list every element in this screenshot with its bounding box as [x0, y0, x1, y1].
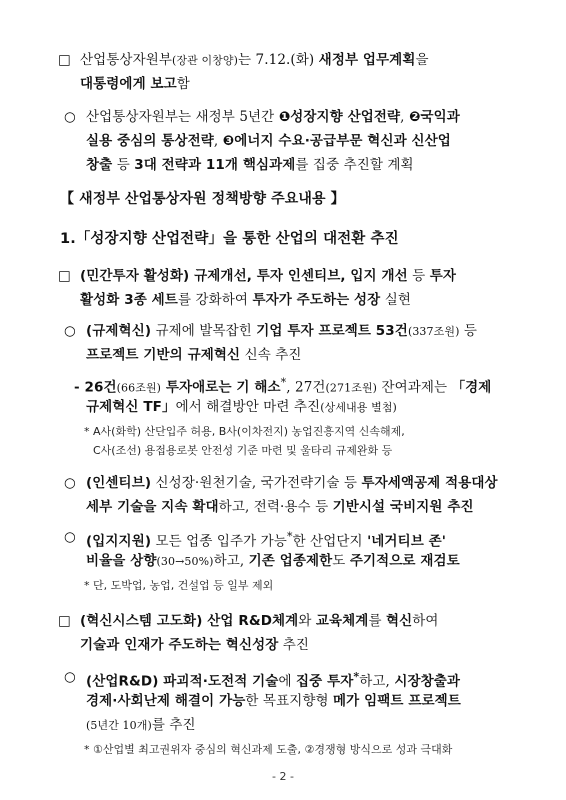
summary-comma: ,	[213, 133, 223, 149]
reg-text: 등	[459, 323, 478, 339]
rnd-mega: 메가 임팩트 프로젝트	[333, 693, 461, 709]
reg-projects: 기업 투자 프로젝트 53건	[256, 323, 408, 339]
circle-bullet: ○	[64, 669, 76, 685]
footnote-mark: *	[280, 376, 287, 389]
intro-ministry: 산업통상자원부	[80, 52, 172, 68]
rnd-text: 하고,	[359, 673, 395, 690]
reg-sub-text: 잔여과제는	[377, 379, 452, 396]
strategy-2b: 실용 중심의 통상전략	[86, 133, 214, 149]
inv-label: (민간투자 활성화)	[80, 268, 195, 284]
square-bullet: □	[58, 613, 71, 629]
reg-note-text-1: * A사(화학) 산단입주 허용, B사(이차전지) 농업진흥지역 신속해제,	[84, 425, 405, 438]
reg-sub-detail: (상세내용 별첨)	[320, 401, 397, 414]
incentive-infra: 기반시설 국비지원 추진	[332, 499, 474, 515]
summary-text: 등	[112, 157, 135, 173]
incentive-expand: 세부 기술을 지속 확대	[86, 499, 219, 515]
rnd-invest: 집중 투자	[296, 673, 354, 690]
innov-label: (혁신시스템 고도화) 산업 R&D체계	[80, 613, 299, 629]
site-negative-zone: '네거티브 존'	[367, 533, 447, 550]
circle-bullet: ○	[64, 323, 76, 339]
site-restriction: 기존 업종제한	[248, 553, 333, 569]
circle-bullet: ○	[64, 109, 76, 125]
reg-text: 규제에 발목잡힌	[151, 323, 257, 339]
reg-sub-remaining: , 27건	[286, 379, 326, 396]
reg-label: (규제혁신)	[86, 323, 152, 339]
reg-sub-count: - 26건	[74, 379, 117, 396]
summary-text: 산업통상자원부는 새정부 5년간	[86, 109, 279, 125]
incentive-text: 하고, 전력·용수 등	[218, 499, 333, 515]
strategy-3: ❸에너지 수요·공급부문 혁신과 신산업	[222, 133, 451, 149]
inv-text-b: 투자	[429, 268, 457, 284]
innov-growth: 기술과 인재가 주도하는 혁신성장	[80, 637, 279, 653]
reg-note-text-2: C사(조선) 용접용로봇 안전성 기준 마련 및 울타리 규제완화 등	[93, 444, 393, 457]
reg-text: 신속 추진	[240, 347, 302, 363]
innov-edu: 교육체계	[315, 613, 369, 629]
incentive-tax: 투자세액공제 적용대상	[361, 475, 498, 491]
strategy-3b: 창출	[86, 157, 113, 173]
rnd-note: * ①산업별 최고권위자 중심의 혁신과제 도출, ②경쟁형 방식으로 성과 극대화	[84, 743, 453, 756]
site-text: 한 산업단지	[292, 533, 368, 550]
reg-sub-amount-2: (271조원)	[325, 381, 378, 395]
reg-sub-amount: (66조원)	[116, 381, 162, 395]
innov-text: 하여	[412, 613, 439, 629]
strategy-1: ❶성장지향 산업전략	[278, 109, 401, 125]
reg-text-b: 프로젝트 기반의	[86, 347, 188, 363]
site-text: 도	[332, 553, 350, 569]
page-number: - 2 -	[272, 770, 294, 783]
reg-sub-text: 에서 해결방안 마련 추진	[175, 399, 321, 415]
page-number-row	[0, 770, 566, 783]
site-review: 주기적으로 재검토	[349, 553, 460, 569]
inv-text: 등	[407, 268, 430, 284]
reg-sub-tf-b: 규제혁신 TF」	[86, 399, 176, 415]
site-text: 하고,	[213, 553, 249, 569]
site-raise: 비율을 상향	[86, 553, 157, 569]
inv-set: 활성화 3종 세트	[80, 292, 178, 308]
incentive-label: (인센티브)	[86, 475, 152, 491]
inv-items: 규제개선, 투자 인센티브, 입지 개선	[194, 268, 408, 284]
rnd-market: 시장창출과	[394, 673, 461, 690]
reg-innovation: 규제혁신	[187, 347, 241, 363]
rnd-solve: 경제·사회난제 해결이 가능	[86, 693, 246, 709]
site-label: (입지지원)	[86, 533, 152, 550]
intro-plan: 새정부 업무계획	[318, 52, 416, 68]
reg-sub-resolved: 투자애로는 기 해소	[161, 379, 281, 396]
incentive-text: 신성장·원천기술, 국가전략기술 등	[151, 475, 362, 491]
inv-growth: 투자가 주도하는 성장	[252, 292, 381, 308]
square-bullet: □	[58, 52, 71, 68]
reg-sub-tf-a: 「경제	[451, 379, 492, 396]
footnote-mark: *	[353, 670, 360, 683]
section-title: 【 새정부 산업통상자원 정책방향 주요내용 】	[60, 191, 345, 207]
strategy-count: 3대 전략과 11개 핵심과제	[134, 157, 296, 173]
rnd-period: (5년간 10개)	[86, 719, 152, 732]
intro-report: 대통령에게 보고	[80, 76, 177, 92]
summary-text: 를 집중 추진할 계획	[295, 157, 414, 173]
circle-bullet: ○	[64, 529, 76, 545]
footnote-mark: *	[286, 530, 293, 543]
rnd-text: 에	[278, 673, 296, 690]
innov-text: 추진	[278, 637, 310, 653]
site-ratio: (30→50%)	[156, 555, 214, 568]
heading-1: 1.「성장지향 산업전략」을 통한 산업의 대전환 추진	[60, 231, 399, 247]
square-bullet: □	[58, 268, 71, 284]
inv-text: 실현	[380, 292, 412, 308]
summary-comma: ,	[400, 109, 409, 125]
reg-amount: (337조원)	[407, 325, 460, 338]
site-note: * 단, 도박업, 농업, 건설업 등 일부 제외	[84, 579, 274, 592]
site-text: 모든 업종 입주가 가능	[151, 533, 287, 550]
rnd-text: 한 목표지향형	[245, 693, 334, 709]
rnd-label: (산업R&D) 파괴적·도전적 기술	[86, 673, 279, 690]
rnd-text: 를 추진	[151, 717, 196, 733]
intro-particle: 을	[415, 52, 429, 68]
circle-bullet: ○	[64, 475, 76, 491]
strategy-2a: ❷국익과	[408, 109, 460, 125]
intro-date: 는 7.12.(화)	[238, 52, 319, 68]
intro-end: 함	[176, 76, 190, 92]
innov-text: 를	[368, 613, 386, 629]
intro-minister: (장관 이창양)	[172, 54, 239, 67]
inv-text: 를 강화하여	[177, 292, 253, 308]
innov-innovate: 혁신	[385, 613, 413, 629]
innov-text: 와	[298, 613, 316, 629]
